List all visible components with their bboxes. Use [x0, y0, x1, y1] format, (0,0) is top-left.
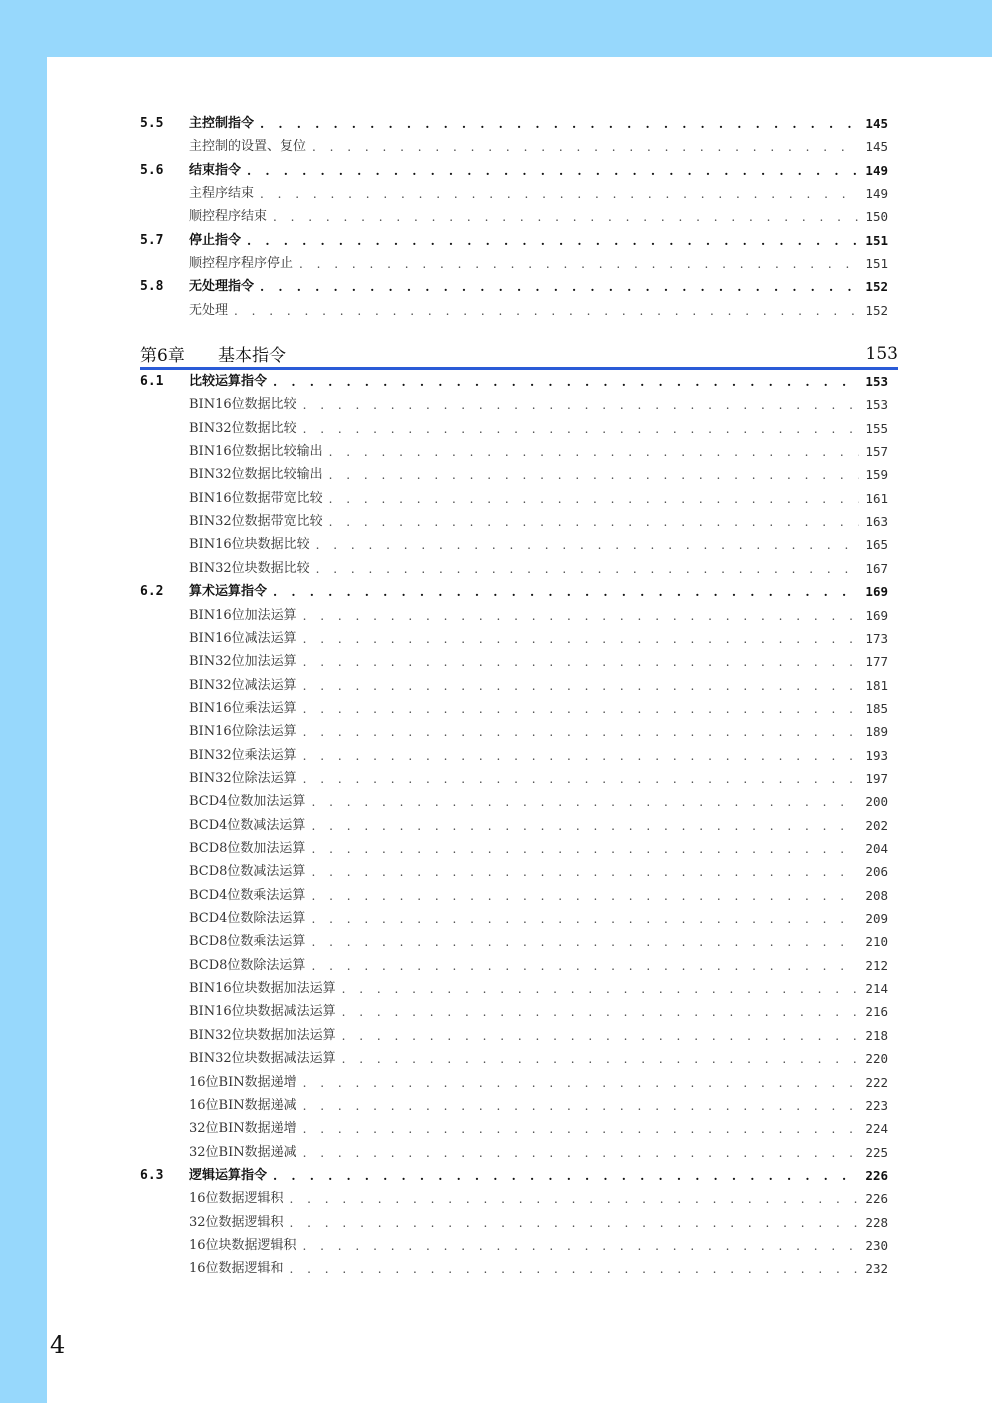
entry-page-number: 152	[865, 302, 888, 318]
toc-subsection-entry[interactable]	[189, 1049, 888, 1069]
toc-subsection-entry[interactable]	[189, 1213, 888, 1233]
entry-page-number: 206	[865, 864, 888, 880]
dot-leader	[303, 722, 860, 742]
entry-page-number: 232	[865, 1261, 888, 1277]
toc-subsection-entry[interactable]	[189, 1096, 888, 1116]
entry-page-number: 200	[865, 794, 888, 810]
toc-subsection-entry[interactable]	[189, 979, 888, 999]
dot-leader	[303, 676, 860, 696]
entry-page-number: 169	[865, 584, 888, 600]
dot-leader	[329, 489, 860, 509]
dot-leader	[342, 1026, 860, 1046]
entry-page-number: 222	[865, 1074, 888, 1090]
toc-subsection-entry[interactable]	[189, 184, 888, 204]
entry-title: 16位数据逻辑和	[189, 1261, 284, 1277]
entry-page-number: 169	[865, 607, 888, 623]
entry-title: BIN16位块数据减法运算	[189, 1004, 336, 1020]
entry-title: BIN16位乘法运算	[189, 700, 297, 716]
dot-leader	[311, 816, 859, 836]
entry-title: 16位BIN数据递减	[189, 1097, 297, 1113]
dot-leader	[311, 956, 859, 976]
dot-leader	[273, 582, 859, 602]
chapter-number: 第6章	[140, 346, 185, 366]
entry-title: 主程序结束	[189, 186, 255, 202]
dot-leader	[311, 932, 859, 952]
toc-subsection-entry[interactable]	[189, 816, 888, 836]
entry-title: BIN16位块数据比较	[189, 537, 310, 553]
dot-leader	[303, 1073, 860, 1093]
toc-subsection-entry[interactable]	[189, 1143, 888, 1163]
entry-title: 16位块数据逻辑积	[189, 1237, 297, 1253]
toc-subsection-entry[interactable]	[189, 909, 888, 929]
entry-page-number: 173	[865, 630, 888, 646]
toc-subsection-entry[interactable]	[189, 1189, 888, 1209]
entry-title: BIN32位乘法运算	[189, 747, 297, 763]
dot-leader	[303, 652, 860, 672]
entry-page-number: 189	[865, 724, 888, 740]
toc-subsection-entry[interactable]	[189, 301, 888, 321]
chapter-heading[interactable]	[140, 340, 898, 370]
dot-leader	[273, 372, 859, 392]
entry-title: BIN32位块数据加法运算	[189, 1027, 336, 1043]
dot-leader	[303, 1119, 860, 1139]
toc-subsection-entry[interactable]	[189, 886, 888, 906]
entry-page-number: 152	[865, 279, 888, 295]
toc-subsection-entry[interactable]	[189, 395, 888, 415]
dot-leader	[342, 1002, 860, 1022]
toc-section-entry[interactable]	[140, 231, 888, 251]
entry-page-number: 216	[865, 1004, 888, 1020]
toc-section-entry[interactable]	[140, 582, 888, 602]
toc-section-entry[interactable]	[140, 372, 888, 392]
entry-page-number: 153	[865, 374, 888, 389]
dot-leader	[303, 629, 860, 649]
chapter-title: 基本指令	[218, 346, 286, 366]
entry-page-number: 155	[865, 420, 888, 436]
entry-title: 无处理指令	[189, 279, 255, 295]
entry-title: BCD4位数除法运算	[189, 911, 306, 927]
dot-leader	[273, 207, 859, 227]
dot-leader	[311, 886, 859, 906]
toc-subsection-entry[interactable]	[189, 207, 888, 227]
page-number: 4	[50, 1331, 66, 1359]
entry-page-number: 153	[865, 397, 888, 413]
entry-page-number: 159	[865, 467, 888, 483]
toc-subsection-entry[interactable]	[189, 254, 888, 274]
entry-title: BCD4位数乘法运算	[189, 887, 306, 903]
entry-page-number: 228	[865, 1214, 888, 1230]
toc-subsection-entry[interactable]	[189, 559, 888, 579]
toc-subsection-entry[interactable]	[189, 442, 888, 462]
entry-title: BCD4位数加法运算	[189, 794, 306, 810]
entry-title: BIN16位除法运算	[189, 724, 297, 740]
dot-leader	[290, 1213, 860, 1233]
section-number: 5.8	[140, 279, 164, 295]
entry-title: 16位数据逻辑积	[189, 1191, 284, 1207]
entry-page-number: 223	[865, 1097, 888, 1113]
dot-leader	[260, 114, 859, 134]
toc-subsection-entry[interactable]	[189, 535, 888, 555]
toc-subsection-entry[interactable]	[189, 629, 888, 649]
toc-section-entry[interactable]	[140, 1166, 888, 1186]
dot-leader	[303, 1143, 860, 1163]
entry-title: 逻辑运算指令	[189, 1167, 268, 1183]
dot-leader	[311, 839, 859, 859]
dot-leader	[342, 1049, 860, 1069]
toc-subsection-entry[interactable]	[189, 512, 888, 532]
entry-page-number: 145	[865, 139, 888, 155]
entry-title: BIN16位加法运算	[189, 607, 297, 623]
toc-subsection-entry[interactable]	[189, 1119, 888, 1139]
entry-title: BIN16位数据带宽比较	[189, 490, 323, 506]
toc-subsection-entry[interactable]	[189, 652, 888, 672]
entry-page-number: 209	[865, 911, 888, 927]
entry-page-number: 224	[865, 1121, 888, 1137]
dot-leader	[290, 1259, 860, 1279]
dot-leader	[303, 1096, 860, 1116]
entry-page-number: 210	[865, 934, 888, 950]
dot-leader	[311, 792, 859, 812]
toc-subsection-entry[interactable]	[189, 489, 888, 509]
dot-leader	[329, 465, 860, 485]
entry-page-number: 208	[865, 887, 888, 903]
dot-leader	[247, 161, 859, 181]
toc-subsection-entry[interactable]	[189, 1002, 888, 1022]
entry-title: BIN32位除法运算	[189, 770, 297, 786]
entry-title: BIN16位数据比较	[189, 397, 297, 413]
entry-page-number: 185	[865, 700, 888, 716]
entry-title: BIN32位减法运算	[189, 677, 297, 693]
entry-page-number: 151	[865, 232, 888, 248]
section-number: 6.3	[140, 1167, 164, 1183]
entry-page-number: 220	[865, 1051, 888, 1067]
entry-title: 算术运算指令	[189, 584, 268, 600]
entry-title: 主控制的设置、复位	[189, 139, 307, 155]
toc-section-entry[interactable]	[140, 114, 888, 134]
dot-leader	[299, 254, 859, 274]
section-number: 6.1	[140, 374, 164, 389]
entry-page-number: 150	[865, 209, 888, 225]
entry-title: BIN16位块数据加法运算	[189, 981, 336, 997]
entry-page-number: 202	[865, 817, 888, 833]
entry-title: BIN32位加法运算	[189, 654, 297, 670]
dot-leader	[303, 419, 860, 439]
entry-title: 32位数据逻辑积	[189, 1214, 284, 1230]
entry-title: BIN32位块数据比较	[189, 560, 310, 576]
dot-leader	[303, 1236, 860, 1256]
toc-subsection-entry[interactable]	[189, 1236, 888, 1256]
section-number: 5.6	[140, 162, 164, 178]
entry-page-number: 151	[865, 256, 888, 272]
entry-page-number: 218	[865, 1027, 888, 1043]
toc-subsection-entry[interactable]	[189, 1259, 888, 1279]
entry-page-number: 230	[865, 1237, 888, 1253]
toc-subsection-entry[interactable]	[189, 137, 888, 157]
entry-title: 顺控程序程序停止	[189, 256, 294, 272]
entry-title: BCD8位数加法运算	[189, 841, 306, 856]
section-number: 5.7	[140, 232, 164, 248]
entry-title: BIN16位数据比较输出	[189, 444, 323, 460]
entry-title: 比较运算指令	[189, 374, 268, 389]
entry-title: BCD8位数除法运算	[189, 957, 306, 973]
dot-leader	[247, 231, 859, 251]
dot-leader	[303, 769, 860, 789]
entry-title: BIN32位块数据减法运算	[189, 1051, 336, 1067]
dot-leader	[303, 606, 860, 626]
dot-leader	[311, 862, 859, 882]
entry-page-number: 197	[865, 770, 888, 786]
entry-title: 32位BIN数据递减	[189, 1144, 297, 1160]
toc-subsection-entry[interactable]	[189, 792, 888, 812]
entry-page-number: 226	[865, 1167, 888, 1183]
entry-page-number: 163	[865, 514, 888, 530]
dot-leader	[260, 184, 859, 204]
entry-title: BIN32位数据比较	[189, 420, 297, 436]
entry-page-number: 167	[865, 560, 888, 576]
toc-subsection-entry[interactable]	[189, 1073, 888, 1093]
entry-page-number: 149	[865, 162, 888, 178]
entry-page-number: 165	[865, 537, 888, 553]
entry-title: BIN16位减法运算	[189, 630, 297, 646]
entry-title: 16位BIN数据递增	[189, 1074, 297, 1090]
section-number: 5.5	[140, 116, 164, 131]
entry-title: BCD4位数减法运算	[189, 817, 306, 833]
entry-page-number: 177	[865, 654, 888, 670]
entry-title: 无处理	[189, 302, 229, 318]
toc-subsection-entry[interactable]	[189, 606, 888, 626]
entry-title: BCD8位数乘法运算	[189, 934, 306, 950]
dot-leader	[234, 301, 859, 321]
entry-page-number: 193	[865, 747, 888, 763]
entry-page-number: 226	[865, 1191, 888, 1207]
entry-page-number: 214	[865, 981, 888, 997]
dot-leader	[312, 137, 859, 157]
entry-title: 主控制指令	[189, 116, 255, 131]
entry-title: BIN32位数据比较输出	[189, 467, 323, 483]
dot-leader	[316, 535, 860, 555]
toc-subsection-entry[interactable]	[189, 465, 888, 485]
dot-leader	[342, 979, 860, 999]
toc-section-entry[interactable]	[140, 277, 888, 297]
dot-leader	[311, 909, 859, 929]
dot-leader	[303, 746, 860, 766]
toc-subsection-entry[interactable]	[189, 862, 888, 882]
entry-title: 顺控程序结束	[189, 209, 268, 225]
entry-page-number: 204	[865, 841, 888, 856]
entry-title: 结束指令	[189, 162, 242, 178]
entry-title: 32位BIN数据递增	[189, 1121, 297, 1137]
toc-subsection-entry[interactable]	[189, 956, 888, 976]
dot-leader	[329, 512, 860, 532]
toc-subsection-entry[interactable]	[189, 1026, 888, 1046]
toc-subsection-entry[interactable]	[189, 769, 888, 789]
entry-page-number: 157	[865, 444, 888, 460]
toc-subsection-entry[interactable]	[189, 699, 888, 719]
entry-page-number: 212	[865, 957, 888, 973]
toc-subsection-entry[interactable]	[189, 746, 888, 766]
chapter-page: 153	[865, 343, 898, 364]
entry-title: BCD8位数减法运算	[189, 864, 306, 880]
dot-leader	[316, 559, 860, 579]
section-number: 6.2	[140, 584, 164, 600]
toc-section-entry[interactable]	[140, 161, 888, 181]
entry-page-number: 145	[865, 116, 888, 131]
dot-leader	[303, 699, 860, 719]
entry-title: 停止指令	[189, 232, 242, 248]
entry-page-number: 225	[865, 1144, 888, 1160]
toc-subsection-entry[interactable]	[189, 676, 888, 696]
entry-page-number: 181	[865, 677, 888, 693]
entry-page-number: 149	[865, 186, 888, 202]
dot-leader	[273, 1166, 859, 1186]
dot-leader	[303, 395, 860, 415]
dot-leader	[329, 442, 860, 462]
entry-title: BIN32位数据带宽比较	[189, 514, 323, 530]
toc-subsection-entry[interactable]	[189, 419, 888, 439]
toc-subsection-entry[interactable]	[189, 722, 888, 742]
dot-leader	[290, 1189, 860, 1209]
entry-page-number: 161	[865, 490, 888, 506]
toc-subsection-entry[interactable]	[189, 839, 888, 859]
toc-subsection-entry[interactable]	[189, 932, 888, 952]
dot-leader	[260, 277, 859, 297]
